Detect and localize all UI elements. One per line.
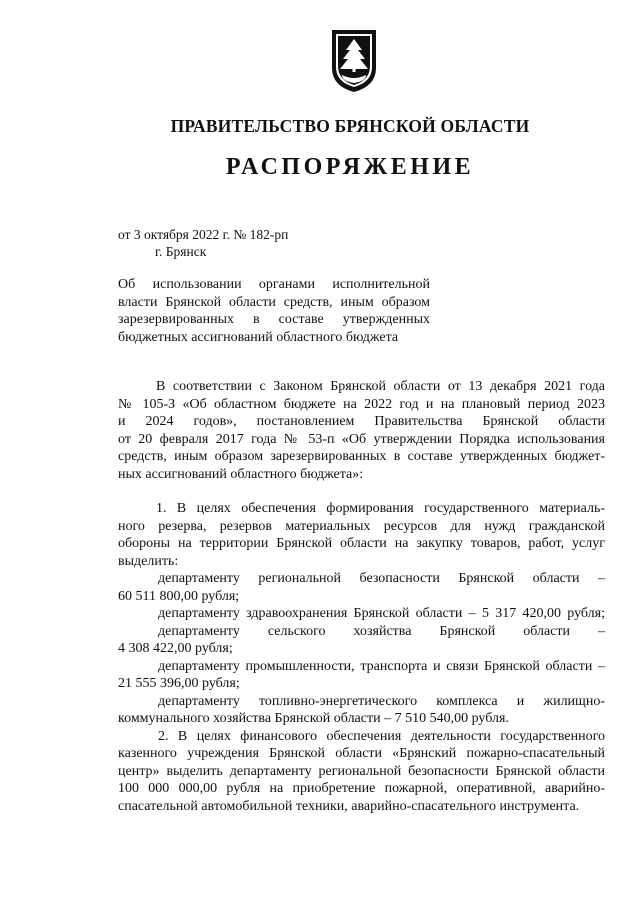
subject-line: Об использовании органами исполнительной (118, 277, 430, 292)
allocation-amount: 21 555 396,00 рубля; (118, 676, 240, 691)
allocation-amount: 4 308 422,00 рубля; (118, 641, 233, 656)
subject-line: зарезервированных в составе утвержденных (118, 312, 430, 327)
preamble-line: В соответствии с Законом Брянской области от 13 декабря 2021 года (156, 379, 605, 394)
bryansk-coat-of-arms-icon (329, 28, 379, 94)
allocation-amount: 60 511 800,00 рубля; (118, 588, 240, 604)
item1-line: 1. В целях обеспечения формирования государственного материаль- (156, 501, 605, 516)
allocation-line: департаменту топливно-энергетического комплекса и жилищно- (158, 693, 605, 709)
preamble-line: от 20 февраля 2017 года № 53-п «Об утверждении Порядка использования (118, 431, 605, 447)
item2-line: 2. В целях финансового обеспечения деятельности государственного (158, 728, 605, 744)
preamble-line: и 2024 годов», постановлением Правительства Брянской области (118, 414, 605, 429)
preamble-line: ных ассигнований областного бюджета»: (118, 466, 364, 482)
document-date-number: от 3 октября 2022 г. № 182-рп (118, 227, 289, 242)
item2-line: 100 000 000,00 рубля на приобретение пожарной, оперативной, аварийно- (118, 781, 605, 796)
allocation-line: департаменту сельского хозяйства Брянской области – (158, 623, 605, 639)
document-body (118, 378, 605, 815)
document-type: РАСПОРЯЖЕНИЕ (225, 154, 475, 180)
preamble-line: средств, иным образом зарезервированных в составе утвержденных бюджет- (118, 449, 605, 464)
subject-line: бюджетных ассигнований областного бюджета (118, 329, 399, 345)
item2-line: центр» выделить департаменту региональной безопасности Брянской области (118, 763, 605, 779)
allocation-line: департаменту региональной безопасности Брянской области – (158, 571, 605, 586)
item1-line: выделить: (118, 553, 179, 569)
document-subject (118, 276, 430, 346)
subject-line: власти Брянской области средств, иным образом (118, 294, 430, 310)
item2-line: казенного учреждения Брянской области «Брянский пожарно-спасательный (118, 746, 605, 761)
item1-line: ного резерва, резервов материальных ресурсов для нужд гражданской (118, 518, 605, 534)
preamble-line: № 105-З «Об областном бюджете на 2022 год и на плановый период 2023 (118, 396, 605, 412)
allocation-amount: коммунального хозяйства Брянской области – 7 510 540,00 рубля. (118, 711, 509, 726)
government-name: ПРАВИТЕЛЬСТВО БРЯНСКОЙ ОБЛАСТИ (170, 116, 530, 136)
item2-line: спасательной автомобильной техники, аварийно-спасательного инструмента. (118, 798, 580, 814)
document-city: г. Брянск (155, 244, 207, 259)
item1-line: обороны на территории Брянской области на закупку товаров, работ, услуг (118, 536, 605, 551)
allocation-line: департаменту здравоохранения Брянской области – 5 317 420,00 рубля; (158, 606, 605, 621)
allocation-line: департаменту промышленности, транспорта и связи Брянской области – (158, 658, 605, 674)
